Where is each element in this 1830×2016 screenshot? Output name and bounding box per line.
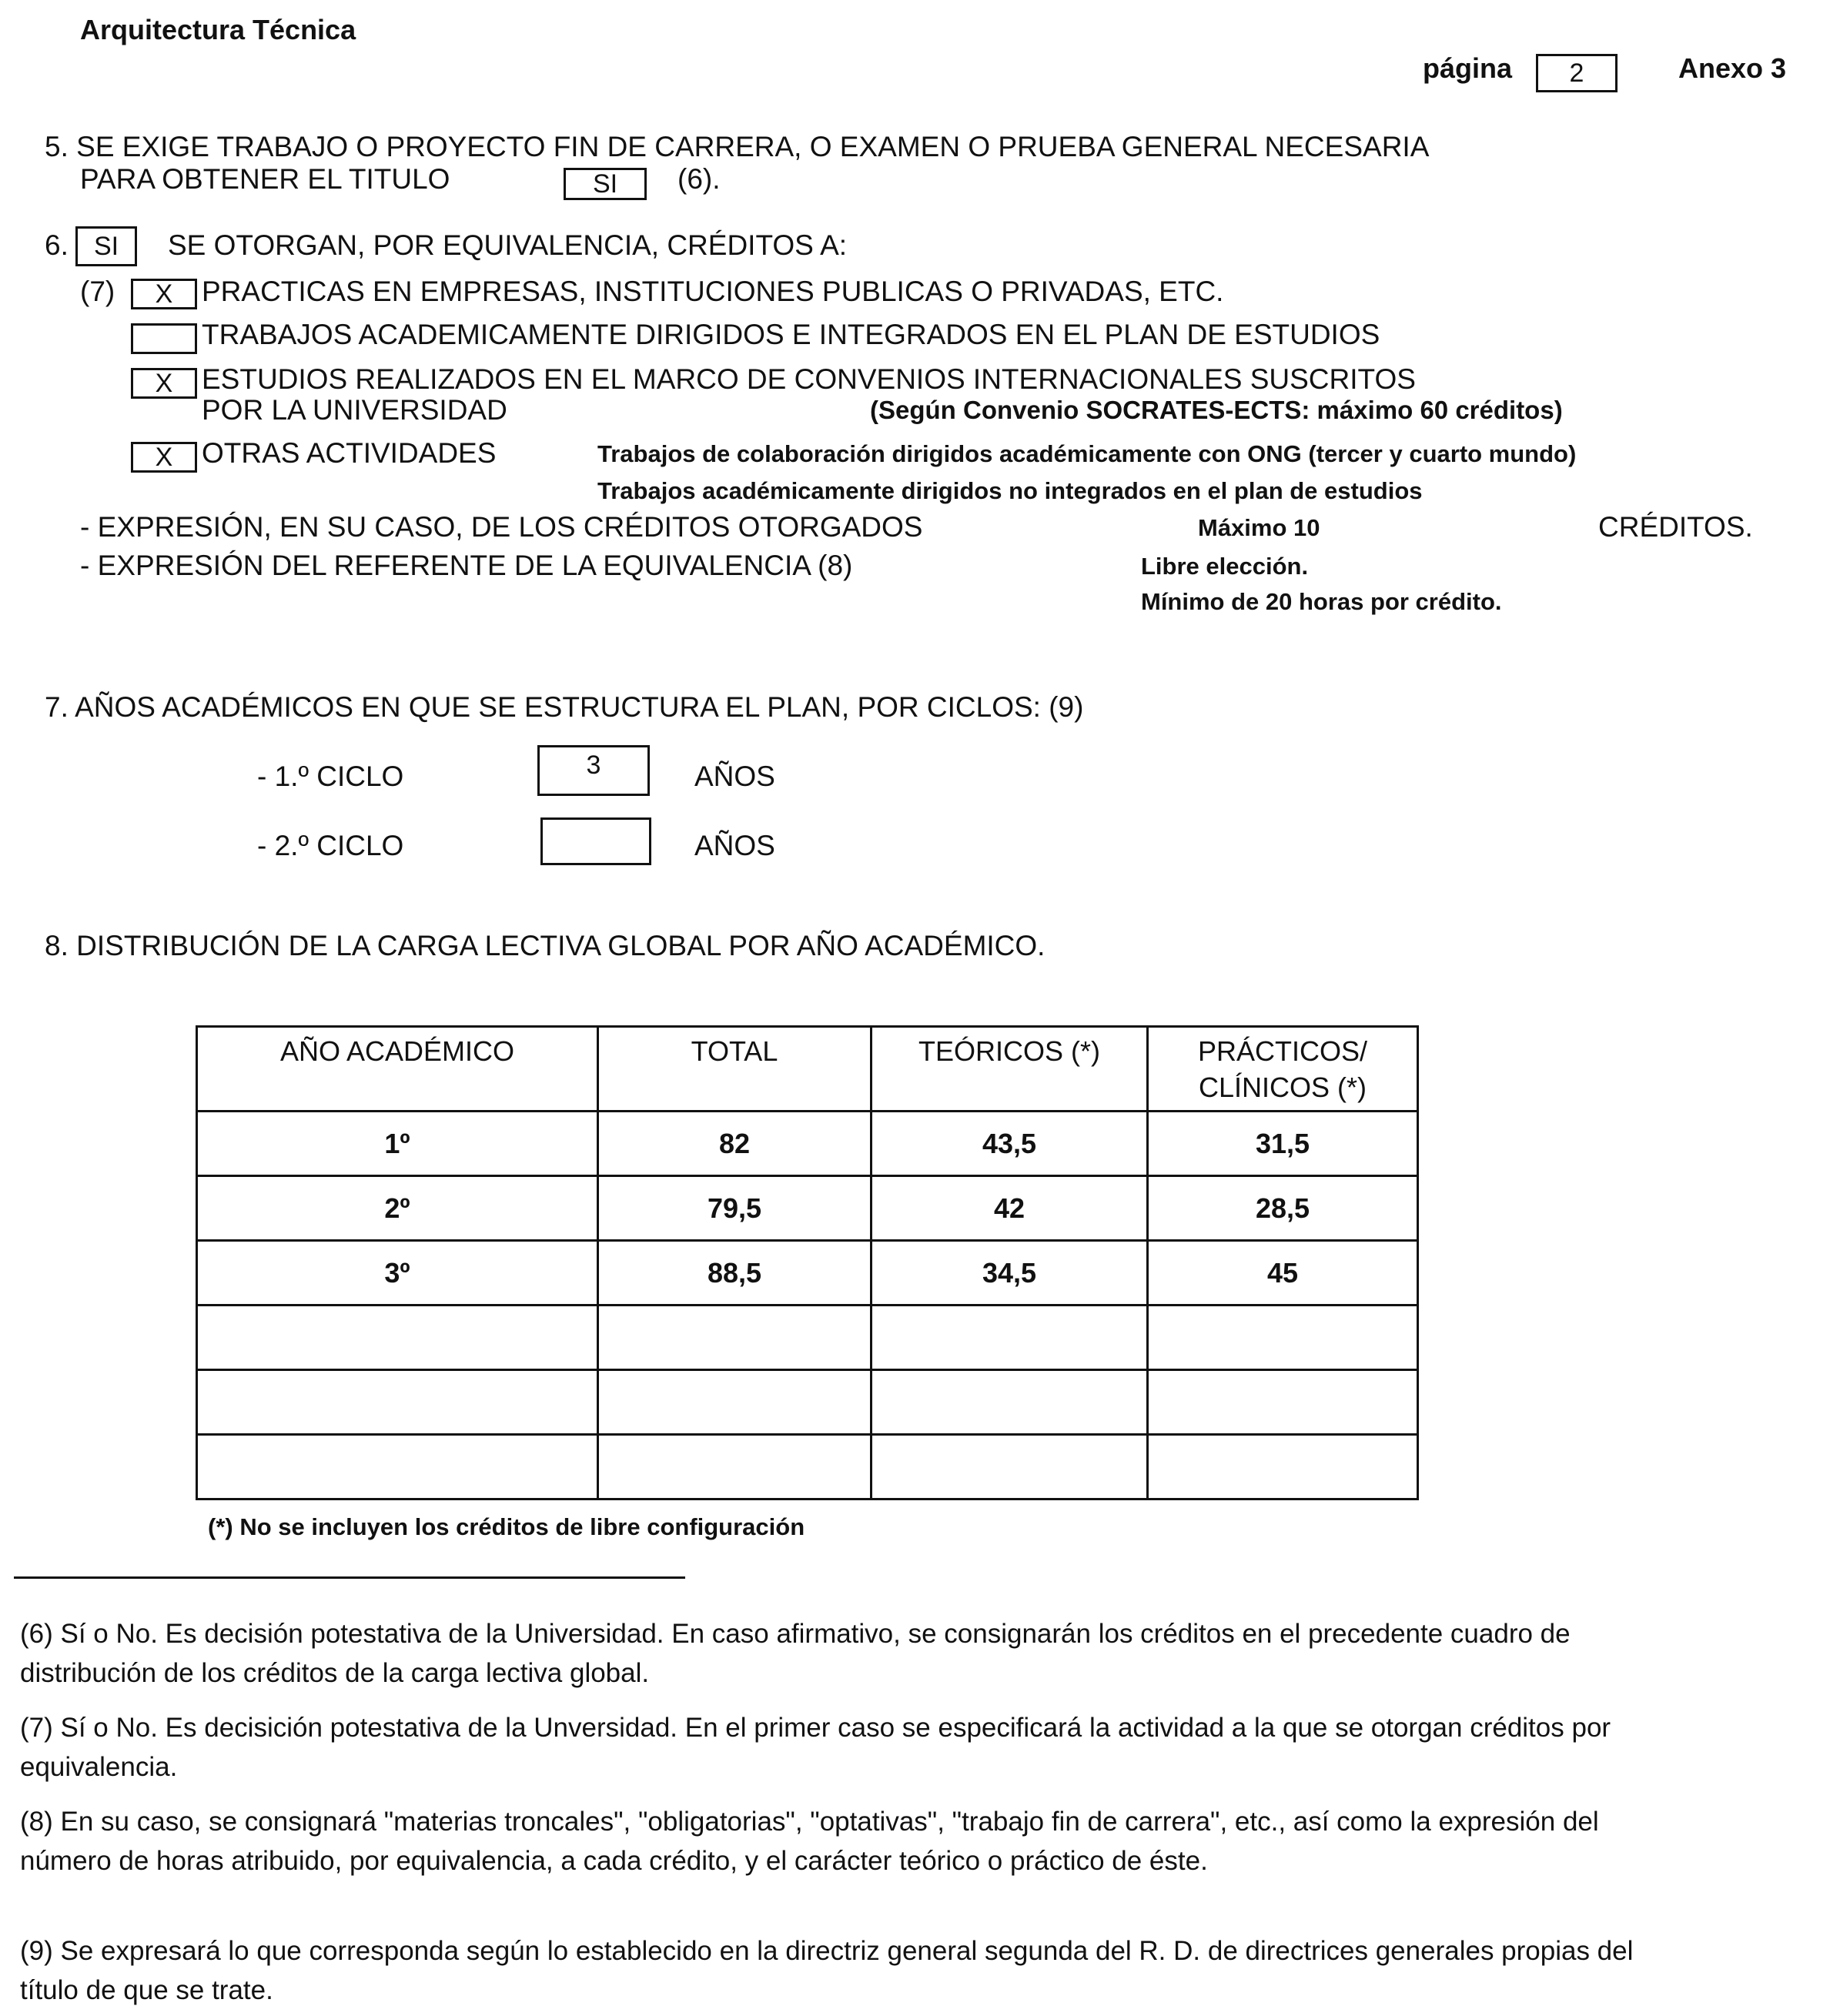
cell-practice: 45 bbox=[1148, 1241, 1418, 1306]
table-note: (*) No se incluyen los créditos de libre configuración bbox=[208, 1513, 805, 1540]
cell-total bbox=[598, 1435, 872, 1499]
item-otras-label: OTRAS ACTIVIDADES bbox=[202, 437, 497, 469]
annex-label: Anexo 3 bbox=[1678, 52, 1787, 84]
section7-heading: 7. AÑOS ACADÉMICOS EN QUE SE ESTRUCTURA EL PLAN, POR CICLOS: (9) bbox=[45, 691, 1084, 723]
referent-line1: Libre elección. bbox=[1141, 553, 1309, 580]
cell-theory: 42 bbox=[872, 1176, 1148, 1241]
checkbox-otras: X bbox=[131, 442, 197, 473]
item-otras-detail2: Trabajos académicamente dirigidos no integrados en el plan de estudios bbox=[597, 477, 1423, 504]
col-header-total: TOTAL bbox=[598, 1027, 872, 1112]
cell-theory: 34,5 bbox=[872, 1241, 1148, 1306]
section6-heading: SE OTORGAN, POR EQUIVALENCIA, CRÉDITOS A: bbox=[168, 229, 848, 261]
document-title: Arquitectura Técnica bbox=[80, 14, 356, 45]
cell-total: 79,5 bbox=[598, 1176, 872, 1241]
cell-total bbox=[598, 1306, 872, 1370]
cell-total: 82 bbox=[598, 1112, 872, 1176]
table-row bbox=[197, 1435, 1418, 1499]
page-label: página bbox=[1423, 52, 1513, 84]
item-estudios-label2: POR LA UNIVERSIDAD bbox=[202, 394, 507, 426]
referent-line2: Mínimo de 20 horas por crédito. bbox=[1141, 588, 1502, 615]
cell-year bbox=[197, 1435, 598, 1499]
section5-line1: 5. SE EXIGE TRABAJO O PROYECTO FIN DE CARRERA, O EXAMEN O PRUEBA GENERAL NECESARIA bbox=[45, 131, 1430, 162]
checkbox-practicas: X bbox=[131, 279, 197, 309]
cell-year bbox=[197, 1306, 598, 1370]
cycle1-label: - 1.º CICLO bbox=[257, 761, 404, 792]
cell-theory bbox=[872, 1435, 1148, 1499]
cell-year: 3º bbox=[197, 1241, 598, 1306]
credits-value: Máximo 10 bbox=[1198, 514, 1320, 541]
credit-distribution-table bbox=[196, 1025, 1419, 1500]
table-row bbox=[197, 1112, 1418, 1176]
footnote-8: (8) En su caso, se consignará "materias troncales", "obligatorias", "optativas", "trabajo fin de carrera", etc., así como la expresión del número de horas atribuido, por equivalencia, a cada crédito, y el carácter teórico o práctico de éste. bbox=[20, 1807, 1599, 1876]
checkbox-trabajos bbox=[131, 323, 197, 354]
checkbox-estudios: X bbox=[131, 368, 197, 399]
cycle1-years-box: 3 bbox=[537, 745, 650, 796]
cell-year bbox=[197, 1370, 598, 1435]
cell-practice: 31,5 bbox=[1148, 1112, 1418, 1176]
cell-theory bbox=[872, 1370, 1148, 1435]
section5-note: (6). bbox=[677, 163, 721, 195]
table-row bbox=[197, 1176, 1418, 1241]
cell-year: 2º bbox=[197, 1176, 598, 1241]
section6-number: 6. bbox=[45, 229, 69, 261]
cell-theory bbox=[872, 1306, 1148, 1370]
cycle2-unit: AÑOS bbox=[694, 830, 775, 861]
cell-practice: 28,5 bbox=[1148, 1176, 1418, 1241]
item-estudios-note: (Según Convenio SOCRATES-ECTS: máximo 60 créditos) bbox=[870, 396, 1563, 424]
item-estudios-label: ESTUDIOS REALIZADOS EN EL MARCO DE CONVENIOS INTERNACIONALES SUSCRITOS bbox=[202, 363, 1416, 395]
cell-theory: 43,5 bbox=[872, 1112, 1148, 1176]
footnote-9: (9) Se expresará lo que corresponda según lo establecido en la directriz general segunda del R. D. de directrices generales propias del título de que se trate. bbox=[20, 1936, 1634, 2005]
cell-total bbox=[598, 1370, 872, 1435]
item-trabajos-label: TRABAJOS ACADEMICAMENTE DIRIGIDOS E INTEGRADOS EN EL PLAN DE ESTUDIOS bbox=[202, 319, 1380, 350]
section5-answer-box: SI bbox=[564, 168, 647, 200]
table-row bbox=[197, 1241, 1418, 1306]
footnote-divider bbox=[14, 1576, 685, 1579]
section5-line2: PARA OBTENER EL TITULO bbox=[80, 163, 450, 195]
cycle1-unit: AÑOS bbox=[694, 761, 775, 792]
section6-ref7: (7) bbox=[80, 276, 115, 307]
cycle2-years-box bbox=[540, 817, 651, 865]
cell-practice bbox=[1148, 1435, 1418, 1499]
table-row bbox=[197, 1370, 1418, 1435]
referent-label: - EXPRESIÓN DEL REFERENTE DE LA EQUIVALENCIA (8) bbox=[80, 550, 853, 581]
col-header-practice: PRÁCTICOS/ CLÍNICOS (*) bbox=[1148, 1027, 1418, 1112]
credits-unit: CRÉDITOS. bbox=[1598, 511, 1753, 543]
cell-total: 88,5 bbox=[598, 1241, 872, 1306]
item-practicas-label: PRACTICAS EN EMPRESAS, INSTITUCIONES PUBLICAS O PRIVADAS, ETC. bbox=[202, 276, 1224, 307]
section6-answer-box: SI bbox=[75, 226, 137, 266]
table-row bbox=[197, 1306, 1418, 1370]
table-header-row bbox=[197, 1027, 1418, 1112]
cell-year: 1º bbox=[197, 1112, 598, 1176]
item-otras-detail1: Trabajos de colaboración dirigidos académicamente con ONG (tercer y cuarto mundo) bbox=[597, 440, 1577, 467]
credits-label: - EXPRESIÓN, EN SU CASO, DE LOS CRÉDITOS OTORGADOS bbox=[80, 511, 923, 543]
col-header-year: AÑO ACADÉMICO bbox=[197, 1027, 598, 1112]
section8-heading: 8. DISTRIBUCIÓN DE LA CARGA LECTIVA GLOBAL POR AÑO ACADÉMICO. bbox=[45, 930, 1045, 961]
cell-practice bbox=[1148, 1306, 1418, 1370]
col-header-theory: TEÓRICOS (*) bbox=[872, 1027, 1148, 1112]
cycle2-label: - 2.º CICLO bbox=[257, 830, 404, 861]
footnote-7: (7) Sí o No. Es decisición potestativa de la Unversidad. En el primer caso se especificará la actividad a la que se otorgan créditos por equivalencia. bbox=[20, 1713, 1611, 1782]
cell-practice bbox=[1148, 1370, 1418, 1435]
footnote-6: (6) Sí o No. Es decisión potestativa de la Universidad. En caso afirmativo, se consignarán los créditos en el precedente cuadro de distribución de los créditos de la carga lectiva global. bbox=[20, 1619, 1571, 1688]
page-number-box: 2 bbox=[1536, 54, 1618, 92]
